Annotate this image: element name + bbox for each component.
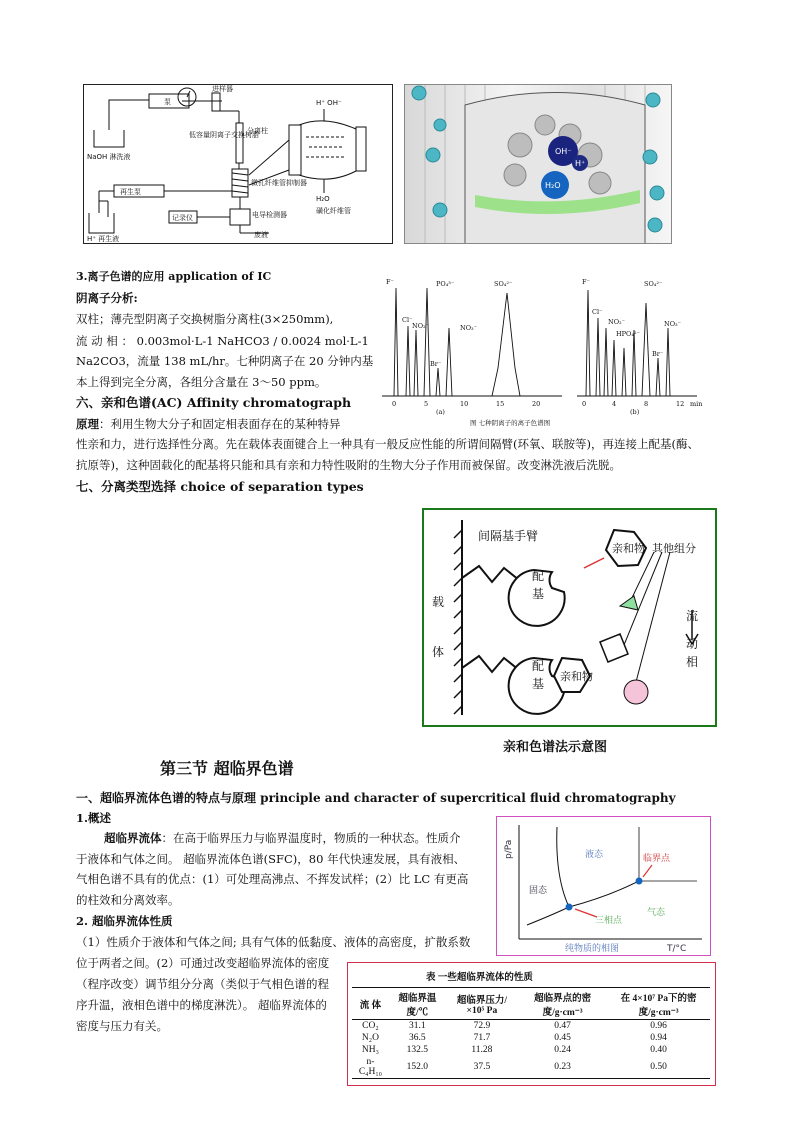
sfc-definition: ：在高于临界压力与临界温度时，物质的一种状态。性质介 [161,831,461,845]
ic-text-line2: 流 动 相 ： 0.003mol·L-1 NaHCO3 / 0.0024 mol·L-1 [76,334,369,348]
cell: NH₃ [361,1045,379,1055]
regen-liquid-label: H⁺ 再生液 [87,235,120,243]
detector-label: 电导检测器 [252,211,287,219]
col-density-4e7: 在 4×10⁷ Pa下的密度/g·cm⁻³ [620,994,697,1018]
peak-a-cl: Cl⁻ [402,316,413,324]
cell: 0.94 [650,1033,667,1043]
bound-affinity-label: 亲和物 [560,670,593,683]
sfc-table-caption: 表 一些超临界流体的性质 [426,973,533,983]
tick-a-15: 15 [496,400,505,408]
cell: 0.40 [650,1045,667,1055]
ic-app-heading: 3.离子色谱的应用 application of IC [76,270,272,283]
cell: 132.5 [406,1045,428,1055]
col-pressure: 超临界压力/×10⁵ Pa [456,996,507,1016]
tick-a-10: 10 [460,400,469,408]
col-density-crit: 超临界点的密度/g·cm⁻³ [534,994,592,1018]
cell: 36.5 [409,1033,426,1043]
col-temp: 超临界温度/℃ [398,994,437,1018]
affinity-svg [424,510,715,725]
unit-b: min [690,400,703,408]
sfc-table [352,989,710,1079]
tick-b-4: 4 [612,400,617,408]
ic-text-line3: Na2CO3，流量 138 mL/hr。七种阴离子在 20 分钟内基 [76,354,374,368]
section6-heading: 六、亲和色谱(AC) Affinity chromatograph [76,395,352,410]
phase-solid: 固态 [529,886,548,896]
ic-text-line4: 本上得到完全分离，各组分含量在 3～50 ppm。 [76,375,327,389]
overview-line2: 于液体和气体之间。 超临界流体色谱(SFC)，80 年代快速发展，具有液相、 [76,852,466,866]
ic-system-diagram [83,84,393,244]
cell: 11.28 [471,1045,493,1055]
ligand-label-4: 基 [532,677,545,691]
ic-system-svg [84,85,392,243]
cell: CO₂ [362,1021,379,1031]
tick-a-20: 20 [532,400,541,408]
peak-b-no2: NO₂⁻ [608,318,626,326]
cell: 0.47 [554,1021,571,1031]
phase-xlabel: T/°C [667,944,687,954]
flow-label-3: 相 [686,655,699,669]
chromatogram-caption: 图 七种阴离子的离子色谱图 [470,419,551,427]
table-row [352,1032,710,1044]
props-line2: 位于两者之间。(2）可通过改变超临界流体的密度 [76,956,330,970]
overview-line3: 气相色谱不具有的优点：(1）可处理高沸点、不挥发试样；(2）比 LC 有更高 [76,872,469,886]
waste-label: 废液 [254,231,268,239]
h-oh-label: H⁺ OH⁻ [316,99,342,107]
sfc-table-header-row [352,989,710,1020]
section6-line3: 抗原等)，这种固载化的配基将只能和具有亲和力特性吸附的生物大分子作用而被保留。改变淋洗液后洗脱。 [76,458,621,472]
membrane-svg [405,85,671,243]
cell: 31.1 [409,1021,426,1031]
tick-b-12: 12 [676,400,685,408]
carrier-label-1: 载 [432,595,445,609]
sulfonated-label: 磺化纤维管 [316,207,351,215]
sfc-table-box [347,962,716,1086]
oh-ion-label: OH⁻ [555,147,572,156]
h-ion-label: H⁺ [575,159,586,168]
ic-text-line1: 双柱；薄壳型阴离子交换树脂分离柱(3×250mm), [76,312,334,326]
props-line1: （1）性质介于液体和气体之间; 具有气体的低黏度、液体的高密度，扩散系数 [76,935,471,949]
tick-a-5: 5 [424,400,429,408]
cell: n-C₄H₁₀ [358,1057,382,1077]
ligand-label-3: 配 [532,659,545,673]
section6-line2: 性亲和力，进行选择性分离。先在载体表面键合上一种具有一般反应性能的所谓间隔臂(环氧、联胺等)，再连接上配基(酶、 [76,437,699,451]
tag-b: (b) [630,408,640,416]
peak-a-f: F⁻ [386,278,394,286]
chromatogram-svg [372,268,708,428]
props-line3: （程序改变）调节组分分离（类似于气相色谱的程 [76,977,329,991]
phase-svg [497,817,710,955]
affinity-object-label: 亲和物 [612,542,645,555]
flow-label-1: 流 [686,609,699,623]
other-components-label: 其他组分 [652,542,696,555]
overview-line1 [104,828,461,848]
membrane-illustration [404,84,672,244]
peak-a-no2: NO₂⁻ [412,322,430,330]
resin-label: 低容量阴离子交换树脂 [189,131,259,139]
section6-principle-line1 [76,414,341,434]
h2o-ion-label: H₂O [545,181,561,190]
h2o-label: H₂O [316,195,330,203]
cell: 0.50 [650,1062,667,1072]
pump-label: 泵 [164,98,171,106]
phase-gas: 气态 [647,908,666,918]
table-row [352,1020,710,1033]
cell: 0.24 [554,1045,571,1055]
cell: 71.7 [473,1033,491,1043]
cell: 37.5 [473,1062,491,1072]
injector-label: 进样器 [212,85,233,93]
properties-heading: 2. 超临界流体性质 [76,914,173,928]
phase-diagram [496,816,711,956]
cell: 152.0 [406,1062,428,1072]
tick-b-8: 8 [644,400,649,408]
affinity-diagram [422,508,717,727]
cell: 72.9 [473,1021,491,1031]
tick-a-0: 0 [392,400,397,408]
chromatogram-figure [372,268,708,428]
sfc-sub-heading: 一、超临界流体色谱的特点与原理 principle and character of supercritical fluid chromatography [76,791,676,805]
tag-a: (a) [436,408,445,416]
peak-b-hpo4: HPO₄²⁻ [616,330,641,338]
col-fluid: 流 体 [359,1001,382,1011]
carrier-label-2: 体 [432,645,445,659]
peak-a-so4: SO₄²⁻ [494,280,513,288]
cell: N₂O [361,1033,379,1043]
props-line4: 序升温，液相色谱中的梯度淋洗）。 超临界流体的 [76,998,327,1012]
eluent-label: NaOH 淋洗液 [87,153,131,161]
principle-label: 原理 [76,417,99,431]
section3-title: 第三节 超临界色谱 [160,759,294,778]
phase-critical: 临界点 [643,854,671,864]
peak-b-no3: NO₃⁻ [664,320,682,328]
phase-triple: 三相点 [595,916,623,926]
spacer-arm-label: 间隔基手臂 [478,529,539,543]
table-row [352,1044,710,1056]
props-line5: 密度与压力有关。 [76,1019,168,1033]
section7-heading: 七、分离类型选择 choice of separation types [76,479,364,494]
affinity-caption: 亲和色谱法示意图 [503,740,608,755]
anion-analysis-heading: 阴离子分析: [76,291,138,305]
phase-caption: 纯物质的相图 [565,944,620,954]
column-label: 分离柱 [247,127,268,135]
flow-label-2: 动 [686,637,699,651]
ligand-label-2: 基 [532,587,545,601]
cell: 0.96 [650,1021,667,1031]
phase-ylabel: p/Pa [504,839,514,859]
tick-b-0: 0 [582,400,587,408]
peak-a-po4: PO₄³⁻ [436,280,455,288]
recorder-label: 记录仪 [172,214,193,222]
peak-b-cl: Cl⁻ [592,308,603,316]
ligand-label-1: 配 [532,569,545,583]
peak-b-f: F⁻ [582,278,590,286]
overview-line4: 的柱效和分离效率。 [76,893,180,907]
peak-b-br: Br⁻ [652,350,664,358]
table-row [352,1056,710,1079]
regen-pump-label: 再生泵 [120,188,141,196]
cell: 0.45 [554,1033,571,1043]
overview-heading: 1.概述 [76,811,112,825]
principle-text: ：利用生物大分子和固定相表面存在的某种特异 [99,417,341,431]
cell: 0.23 [554,1062,571,1072]
sfc-term: 超临界流体 [104,831,162,845]
suppressor-label: 微孔纤维管抑制器 [251,179,307,187]
peak-b-so4: SO₄²⁻ [644,280,663,288]
peak-a-br: Br⁻ [430,360,442,368]
phase-liquid: 液态 [585,850,604,860]
peak-a-no3: NO₃⁻ [460,324,478,332]
